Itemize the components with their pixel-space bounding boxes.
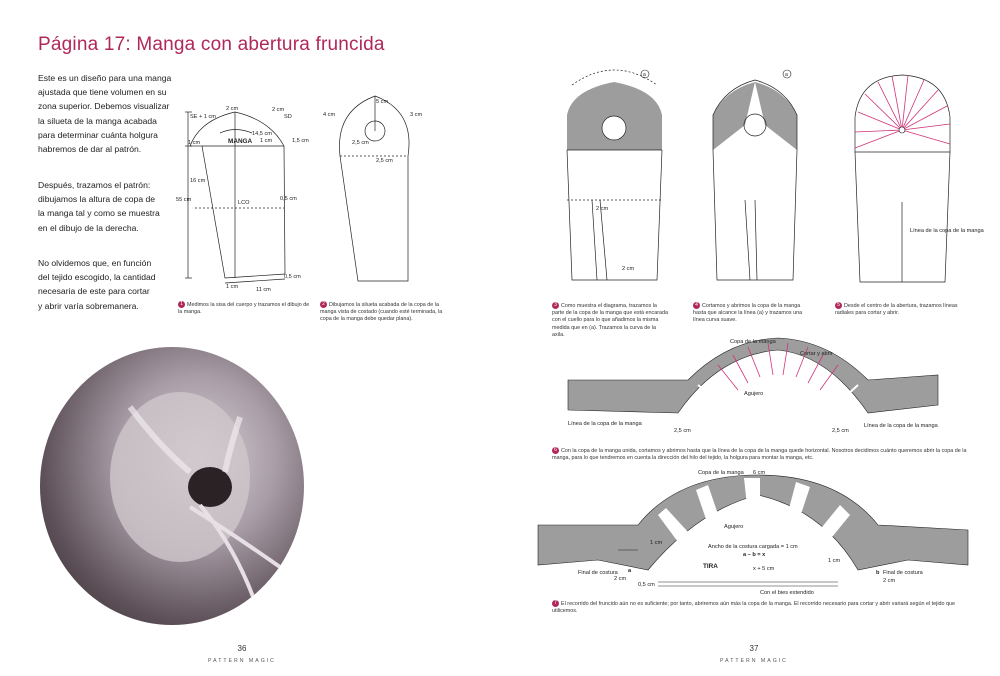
step-badge-7: 7 <box>552 600 559 607</box>
label-2cm-fig3-b: 2 cm <box>622 266 635 272</box>
label-2cm-left-fig7: 2 cm <box>614 576 627 582</box>
label-sd: SD <box>284 114 292 120</box>
label-16cm: 16 cm <box>190 178 206 184</box>
label-manga: MANGA <box>228 138 253 145</box>
label-1cm-right: 1 cm <box>260 138 273 144</box>
label-agujero-fig6: Agujero <box>744 391 764 397</box>
label-copa-fig6: Copa de la manga <box>730 339 776 345</box>
step-badge-3: 3 <box>552 302 559 309</box>
caption-1: 1 Medimos la sisa del cuerpo y trazamos el dibujo de la manga. <box>178 301 310 316</box>
label-1cm-left: 1 cm <box>188 140 201 146</box>
label-ancho-fig7: Ancho de la costura cargada = 1 cm <box>708 544 798 550</box>
label-0-5-b: 0,5 cm <box>284 274 301 280</box>
step-badge-6: 6 <box>552 447 559 454</box>
label-a-fig7: a <box>628 568 632 574</box>
label-x5-fig7: x + 5 cm <box>753 566 775 572</box>
label-2-5-left-fig6: 2,5 cm <box>674 428 691 434</box>
step-badge-2: 2 <box>320 301 327 308</box>
label-55cm: 55 cm <box>176 197 192 203</box>
label-11cm: 11 cm <box>256 287 271 293</box>
step-badge-5: 5 <box>835 302 842 309</box>
intro-paragraph-3: No olvidemos que, en función del tejido escogido, la cantidad necesaria de este para cortar y abrir varía sobremanera. <box>38 258 156 311</box>
figure-2-sleeve-silhouette <box>320 86 430 286</box>
label-cortar-fig6: Cortar y abrir <box>800 351 833 357</box>
figure-7-further-opened-cap <box>538 470 973 596</box>
label-2cm-b: 2 cm <box>272 107 285 113</box>
page-number-right: 37 <box>749 644 759 653</box>
running-footer-right: PATTERN MAGIC <box>720 658 788 664</box>
caption-4: 4 Cortamos y abrimos la copa de la manga hasta que alcance la línea (a) y trazamos una línea curva suave. <box>693 302 803 324</box>
label-3cm: 3 cm <box>410 112 423 118</box>
label-4cm: 4 cm <box>323 112 336 118</box>
label-linea-right-fig6: Línea de la copa de la manga <box>864 423 938 429</box>
label-6cm-fig7-top: 6 cm <box>753 470 766 476</box>
label-2cm-right-fig7: 2 cm <box>883 578 896 584</box>
label-0-5-a: 0,5 cm <box>280 196 297 202</box>
label-copa-fig7: Copa de la manga <box>698 470 744 476</box>
label-final-left-fig7: Final de costura <box>578 570 618 576</box>
label-14-5: 14,5 cm <box>252 131 272 137</box>
label-a-fig3: a <box>643 72 646 78</box>
label-2-5-a: 2,5 cm <box>352 140 369 146</box>
figure-6-opened-cap <box>568 335 943 435</box>
label-1cm-right-fig7: 1 cm <box>828 558 841 564</box>
gathered-sleeve-photo <box>40 347 304 625</box>
label-0-5-fig7: 0,5 cm <box>638 582 655 588</box>
label-lco: LCO <box>238 200 250 206</box>
page-number-left: 36 <box>237 644 247 653</box>
label-tira-fig7: TIRA <box>703 563 718 570</box>
label-1-5: 1,5 cm <box>292 138 309 144</box>
intro-paragraph-1: Este es un diseño para una manga ajustada que tiene volumen en su zona superior. Debemos visualizar la silueta de la manga acabada para determinar cuánta holgura habremos de dar al patrón. <box>38 73 172 155</box>
label-se: SE + 1 cm <box>190 114 216 120</box>
figure-3-extended-cap <box>562 70 667 295</box>
caption-6: 6 Con la copa de la manga unida, cortamos y abrimos hasta que la línea de la copa de la manga quede horizontal. Nosotros decidimos cuánto queremos abrir la copa de la manga, para lo que tendremos en cuenta la dirección del hilo del tejido, la holgura para montar la manga, etc. <box>552 447 967 462</box>
intro-paragraph-2: Después, trazamos el patrón: dibujamos la altura de copa de la manga tal y como se muestra en el dibujo de la derecha. <box>38 180 160 233</box>
caption-2: 2 Dibujamos la silueta acabada de la copa de la manga vista de costado (cuando esté terminada, la copa de la manga debe quedar plana). <box>320 301 443 323</box>
running-footer-left: PATTERN MAGIC <box>208 658 276 664</box>
step-badge-4: 4 <box>693 302 700 309</box>
label-linea-fig5: Línea de la copa de la manga <box>910 228 984 234</box>
page-title: Página 17: Manga con abertura fruncida <box>38 34 385 55</box>
caption-3: 3 Como muestra el diagrama, trazamos la parte de la copa de la manga que está encarada con el cuello para lo que añadimos la misma medida que en (a). Trazamos la curva de la axila. <box>552 302 668 338</box>
step-badge-1: 1 <box>178 301 185 308</box>
label-linea-left-fig6: Línea de la copa de la manga <box>568 421 642 427</box>
label-2cm-fig3-a: 2 cm <box>596 206 609 212</box>
label-1cm-bottom: 1 cm <box>226 284 239 290</box>
figure-5-radial-lines <box>850 72 984 292</box>
label-b-fig7: b <box>876 570 880 576</box>
label-1cm-left-fig7: 1 cm <box>650 540 663 546</box>
label-2-5-right-fig6: 2,5 cm <box>832 428 849 434</box>
caption-7: 7 El recorrido del fruncido aún no es suficiente; por tanto, abriremos aún más la copa de la manga. El recorrido necesario para cortar y abrir variará según el tejido que utilicemos. <box>552 600 956 615</box>
label-a-fig4: a <box>785 72 788 78</box>
label-2cm-a: 2 cm <box>226 106 239 112</box>
label-bies-fig7: Con el bies extendido <box>760 590 814 596</box>
label-final-right-fig7: Final de costura <box>883 570 923 576</box>
label-2-5-b: 2,5 cm <box>376 158 393 164</box>
figure-4-cut-open-cap <box>705 70 805 295</box>
label-ab-fig7: a – b = x <box>743 552 766 558</box>
label-agujero-fig7: Agujero <box>724 524 744 530</box>
caption-5: 5 Desde el centro de la abertura, trazamos líneas radiales para cortar y abrir. <box>835 302 958 317</box>
figure-1-sleeve-draft <box>176 98 310 293</box>
right-page <box>500 0 1000 676</box>
label-5cm: 5 cm <box>376 99 389 105</box>
